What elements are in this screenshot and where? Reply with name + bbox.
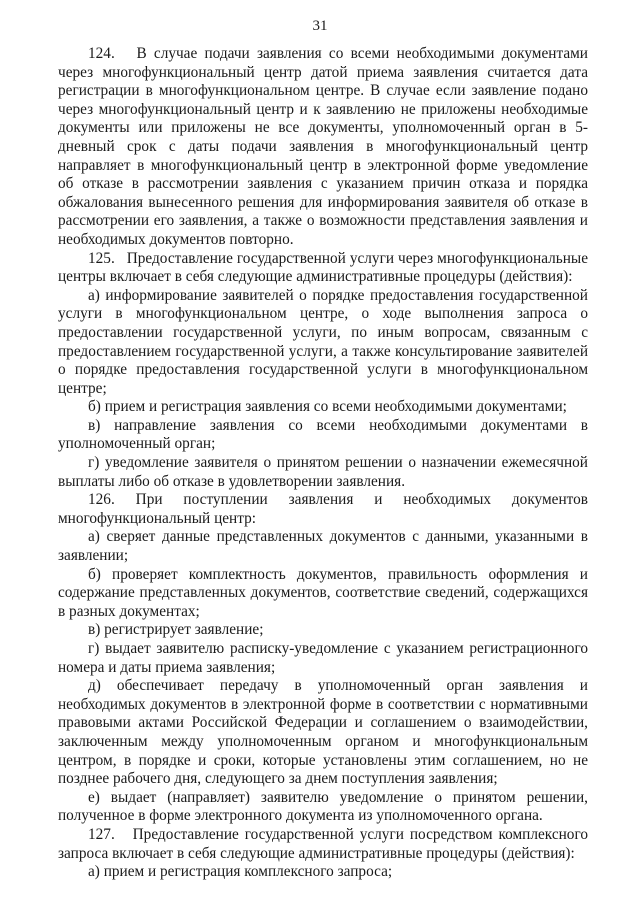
paragraph-126-v: в) регистрирует заявление;	[88, 621, 264, 639]
paragraph-126-e: е) выдает (направляет) заявителю уведомление о принятом решении, полученное в форме электронного документа из уполномоченного органа.	[58, 788, 588, 825]
document-body	[58, 45, 588, 882]
paragraph-125-a: а) информирование заявителей о порядке предоставления государственной услуги в многофункциональном центре, о ходе выполнения запроса о предоставлении государственной услуги, по иным вопросам, связанным с предоставлением государственной услуги, а также консультирование заявителей о порядке предоставления государственной услуги в многофункциональном центре;	[58, 286, 588, 397]
paragraph-126-d: д) обеспечивает передачу в уполномоченный орган заявления и необходимых документов в электронной форме в соответствии с нормативными правовыми актами Российской Федерации и соглашением о взаимодействии, заключенным между уполномоченным органом и многофункциональным центром, в порядке и сроки, которые установлены этим соглашением, но не позднее рабочего дня, следующего за днем поступления заявления;	[58, 677, 588, 788]
paragraph-125-b: б) прием и регистрация заявления со всеми необходимыми документами;	[88, 398, 567, 416]
paragraph-124: 124. В случае подачи заявления со всеми необходимыми документами через многофункциональный центр датой приема заявления считается дата регистрации в многофункциональном центре. В случае если заявление подано через многофункциональный центр и к заявлению не приложены необходимые документы или приложены не все документы, уполномоченный орган в 5-дневный срок с даты подачи заявления в многофункциональный центр направляет в многофункциональный центр в электронной форме уведомление об отказе в рассмотрении заявления с указанием причин отказа и порядка обжалования вынесенного решения для информирования заявителя об отказе в рассмотрении его заявления, а также о возможности представления заявления и необходимых документов повторно.	[58, 45, 588, 248]
page-number: 31	[312, 18, 328, 34]
paragraph-125-v: в) направление заявления со всеми необходимыми документами в уполномоченный орган;	[58, 416, 588, 453]
paragraph-126: 126. При поступлении заявления и необходимых документов многофункциональный центр:	[58, 491, 588, 527]
paragraph-126-b: б) проверяет комплектность документов, правильность оформления и содержание представленных документов, соответствие сведений, содержащихся в разных документах;	[58, 565, 588, 620]
paragraph-125-g: г) уведомление заявителя о принятом решении о назначении ежемесячной выплаты либо об отказе в удовлетворении заявления.	[58, 454, 588, 490]
paragraph-126-g: г) выдает заявителю расписку-уведомление с указанием регистрационного номера и даты приема заявления;	[58, 640, 588, 676]
paragraph-127: 127. Предоставление государственной услуги посредством комплексного запроса включает в себя следующие административные процедуры (действия):	[58, 825, 588, 862]
paragraph-127-a: а) прием и регистрация комплексного запроса;	[88, 863, 393, 881]
paragraph-125: 125. Предоставление государственной услуги через многофункциональные центры включает в себя следующие административные процедуры (действия):	[58, 249, 588, 286]
paragraph-126-a: а) сверяет данные представленных документов с данными, указанными в заявлении;	[58, 528, 588, 565]
